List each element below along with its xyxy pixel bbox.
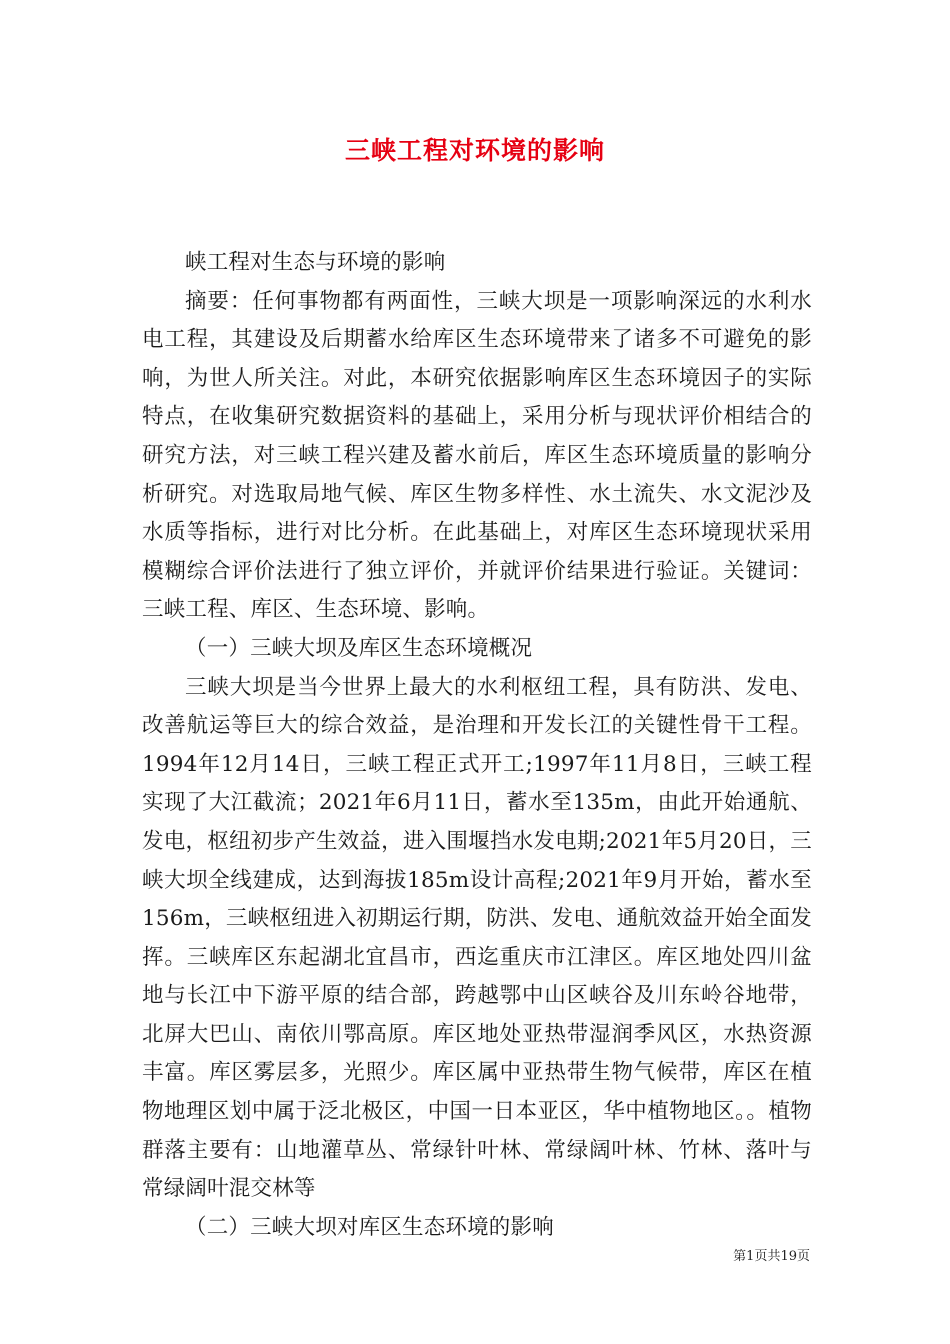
document-title: 三峡工程对环境的影响 <box>344 136 605 165</box>
paragraph-abstract: 摘要：任何事物都有两面性，三峡大坝是一项影响深远的水利水电工程，其建设及后期蓄水给库区生态环境带来了诸多不可避免的影响，为世人所关注。对此，本研究依据影响库区生态环境因子的实际特点，在收集研究数据资料的基础上，采用分析与现状评价相结合的研究方法，对三峡工程兴建及蓄水前后，库区生态环境质量的影响分析研究。对选取局地气候、库区生物多样性、水土流失、水文泥沙及水质等指标，进行对比分析。在此基础上，对库区生态环境现状采用模糊综合评价法进行了独立评价，并就评价结果进行验证。关键词：三峡工程、库区、生态环境、影响。 <box>142 288 812 623</box>
section-heading-2: （二）三峡大坝对库区生态环境的影响 <box>185 1214 554 1240</box>
section-heading-1: （一）三峡大坝及库区生态环境概况 <box>185 635 533 661</box>
page-number-footer: 第1页共19页 <box>733 1249 810 1264</box>
document-body <box>142 244 812 1247</box>
paragraph-subtitle: 峡工程对生态与环境的影响 <box>185 250 446 275</box>
paragraph-overview: 三峡大坝是当今世界上最大的水利枢纽工程，具有防洪、发电、改善航运等巨大的综合效益，是治理和开发长江的关键性骨干工程。1994年12月14日，三峡工程正式开工;1997年11月8日，三峡工程实现了大江截流；2021年6月11日，蓄水至135m，由此开始通航、发电，枢纽初步产生效益，进入围堰挡水发电期;2021年5月20日，三峡大坝全线建成，达到海拔185m设计高程;2021年9月开始，蓄水至156m，三峡枢纽进入初期运行期，防洪、发电、通航效益开始全面发挥。三峡库区东起湖北宜昌市，西迄重庆市江津区。库区地处四川盆地与长江中下游平原的结合部，跨越鄂中山区峡谷及川东岭谷地带，北屏大巴山、南依川鄂高原。库区地处亚热带湿润季风区，水热资源丰富。库区雾层多，光照少。库区属中亚热带生物气候带，库区在植物地理区划中属于泛北极区，中国一日本亚区，华中植物地区。。植物群落主要有：山地灌草丛、常绿针叶林、常绿阔叶林、竹林、落叶与常绿阔叶混交林等 <box>142 674 812 1202</box>
